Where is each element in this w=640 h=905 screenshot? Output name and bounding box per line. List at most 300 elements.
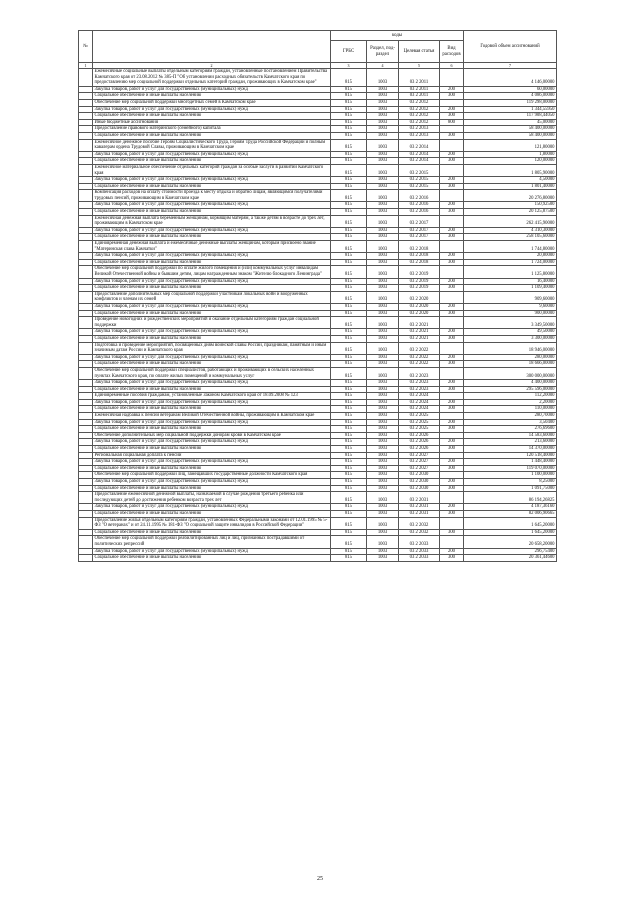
row-vid-cell: 300	[440, 234, 464, 241]
row-grbs-cell: 815	[331, 380, 367, 387]
row-target-cell: 03 2 2032	[399, 529, 440, 536]
column-index: 2	[93, 63, 331, 69]
row-number-cell	[79, 329, 93, 336]
table-row	[79, 479, 557, 486]
table-row	[79, 380, 557, 387]
row-grbs-cell: 815	[331, 291, 367, 303]
row-grbs-cell: 815	[331, 151, 367, 158]
row-razdel-cell: 1003	[367, 113, 399, 120]
row-sum-cell: 4 187,36160	[464, 504, 557, 511]
row-sum-cell: 213,60000	[464, 439, 557, 446]
row-sum-cell: 16,40000	[464, 278, 557, 285]
row-vid-cell	[440, 190, 464, 202]
row-sum-cell: 1 724,00000	[464, 259, 557, 266]
row-target-cell: 03 2 2017	[399, 234, 440, 241]
row-vid-cell	[440, 393, 464, 400]
row-name-cell: Социальное обеспечение и иные выплаты населению	[93, 209, 331, 216]
table-row	[79, 310, 557, 317]
row-grbs-cell: 815	[331, 472, 367, 479]
column-index: 4	[367, 63, 399, 69]
row-sum-cell: 120,00000	[464, 158, 557, 165]
row-name-cell: Закупка товаров, работ и услуг для государственных (муниципальных) нужд	[93, 253, 331, 260]
row-target-cell: 03 2 2025	[399, 413, 440, 420]
row-razdel-cell: 1003	[367, 329, 399, 336]
row-name-cell: Социальное обеспечение и иные выплаты населению	[93, 485, 331, 492]
table-row	[79, 510, 557, 517]
row-vid-cell: 300	[440, 209, 464, 216]
row-razdel-cell: 1003	[367, 439, 399, 446]
row-sum-cell: 45,00000	[464, 119, 557, 126]
table-row	[79, 99, 557, 106]
row-name-cell: Предоставление жилья отдельным категориям граждан, установленных Федеральными законами от 12.01.1995 № 5-ФЗ "О ветеранах" и от 24.11.1995 № 181-ФЗ "О социальной защите инвалидов в Российской Федерации"	[93, 517, 331, 529]
row-grbs-cell: 815	[331, 426, 367, 433]
row-number-cell	[79, 335, 93, 342]
column-index: 5	[399, 63, 440, 69]
row-number-cell	[79, 291, 93, 303]
table-row	[79, 555, 557, 562]
row-sum-cell: 3,50400	[464, 419, 557, 426]
row-number-cell	[79, 93, 93, 100]
row-name-cell: Социальное обеспечение и иные выплаты населению	[93, 93, 331, 100]
row-grbs-cell: 815	[331, 367, 367, 379]
table-row	[79, 278, 557, 285]
table-row	[79, 361, 557, 368]
header-volume: Годовой объем ассигнований	[464, 31, 557, 63]
table-row	[79, 393, 557, 400]
row-name-cell: Социальное обеспечение и иные выплаты населению	[93, 426, 331, 433]
row-name-cell: Подготовка и проведение мероприятий, посвященных дням воинской славы России, праздникам, памятным и иным значимым датам России и Камчатского края	[93, 342, 331, 354]
row-vid-cell: 300	[440, 529, 464, 536]
row-number-cell	[79, 113, 93, 120]
row-razdel-cell: 1003	[367, 93, 399, 100]
row-name-cell: Социальное обеспечение и иные выплаты населению	[93, 361, 331, 368]
row-vid-cell: 300	[440, 465, 464, 472]
row-razdel-cell: 1003	[367, 177, 399, 184]
row-grbs-cell: 815	[331, 413, 367, 420]
row-sum-cell: 14 583,60000	[464, 432, 557, 439]
row-sum-cell: 20,80000	[464, 253, 557, 260]
table-row	[79, 485, 557, 492]
row-sum-cell: 1 091,75000	[464, 485, 557, 492]
row-name-cell: Социальное обеспечение и иные выплаты населению	[93, 285, 331, 292]
row-name-cell: Закупка товаров, работ и услуг для государственных (муниципальных) нужд	[93, 329, 331, 336]
row-grbs-cell: 815	[331, 209, 367, 216]
row-vid-cell: 800	[440, 119, 464, 126]
row-sum-cell: 1 125,80000	[464, 266, 557, 278]
row-vid-cell	[440, 164, 464, 176]
row-number-cell	[79, 139, 93, 151]
row-sum-cell: 18 946,00000	[464, 342, 557, 354]
row-razdel-cell: 1003	[367, 386, 399, 393]
row-vid-cell: 200	[440, 459, 464, 466]
table-row	[79, 113, 557, 120]
row-razdel-cell: 1003	[367, 215, 399, 227]
row-name-cell: Социальное обеспечение и иные выплаты населению	[93, 386, 331, 393]
row-name-cell: Закупка товаров, работ и услуг для государственных (муниципальных) нужд	[93, 278, 331, 285]
table-row	[79, 426, 557, 433]
row-razdel-cell: 1003	[367, 335, 399, 342]
row-name-cell: Предоставление ежемесячной денежной выплаты, назначаемой в случае рождения третьего ребенка или последующих детей до достижения ребенком возраста трех лет	[93, 492, 331, 504]
row-sum-cell: 296,75400	[464, 548, 557, 555]
table-row	[79, 285, 557, 292]
row-name-cell: Ежемесячное денежное пособие Героям Социалистического Труда, Героям Труда Российской Федерации и полным кавалерам ордена Трудовой Славы, проживающим в Камчатском крае	[93, 139, 331, 151]
table-row	[79, 126, 557, 133]
row-target-cell: 03 2 2012	[399, 119, 440, 126]
row-target-cell: 03 2 2026	[399, 446, 440, 453]
row-name-cell: Ежемесячные социальные выплаты отдельным категориям граждан, установленные постановлением Правительства Камчатского края от 23.08.2012 № 385-П "Об установлении расходных обязательств Камчатского края по предоставлению мер социальной поддержки отдельных категорий граждан, проживающих в Камчатском крае"	[93, 69, 331, 87]
row-name-cell: Закупка товаров, работ и услуг для государственных (муниципальных) нужд	[93, 504, 331, 511]
row-sum-cell: 1 744,80000	[464, 241, 557, 253]
row-sum-cell: 1 448,40000	[464, 459, 557, 466]
row-name-cell: Социальное обеспечение и иные выплаты населению	[93, 555, 331, 562]
row-grbs-cell: 815	[331, 303, 367, 310]
row-grbs-cell: 815	[331, 278, 367, 285]
row-sum-cell: 280,70000	[464, 413, 557, 420]
row-grbs-cell: 815	[331, 317, 367, 329]
row-name-cell: Социальное обеспечение и иные выплаты населению	[93, 310, 331, 317]
budget-table	[78, 30, 557, 562]
row-number-cell	[79, 86, 93, 93]
row-grbs-cell: 815	[331, 234, 367, 241]
row-number-cell	[79, 492, 93, 504]
row-number-cell	[79, 393, 93, 400]
row-grbs-cell: 815	[331, 342, 367, 354]
row-target-cell: 03 2 2033	[399, 536, 440, 548]
row-sum-cell: 280,00000	[464, 354, 557, 361]
row-number-cell	[79, 158, 93, 165]
row-grbs-cell: 815	[331, 386, 367, 393]
row-sum-cell: 20 125,87500	[464, 209, 557, 216]
row-razdel-cell: 1003	[367, 485, 399, 492]
row-number-cell	[79, 548, 93, 555]
row-vid-cell	[440, 69, 464, 87]
row-razdel-cell: 1003	[367, 465, 399, 472]
row-razdel-cell: 1003	[367, 132, 399, 139]
row-vid-cell: 300	[440, 485, 464, 492]
row-vid-cell: 200	[440, 548, 464, 555]
row-target-cell: 03 2 2023	[399, 380, 440, 387]
row-number-cell	[79, 164, 93, 176]
row-target-cell: 03 2 2014	[399, 139, 440, 151]
row-sum-cell: 60,00000	[464, 86, 557, 93]
table-row	[79, 234, 557, 241]
table-row	[79, 158, 557, 165]
row-target-cell: 03 2 2021	[399, 335, 440, 342]
row-vid-cell: 200	[440, 329, 464, 336]
table-row	[79, 406, 557, 413]
row-grbs-cell: 815	[331, 361, 367, 368]
row-razdel-cell: 1003	[367, 354, 399, 361]
row-razdel-cell: 1003	[367, 183, 399, 190]
row-target-cell: 03 2 2025	[399, 419, 440, 426]
row-target-cell: 03 2 2023	[399, 367, 440, 379]
row-razdel-cell: 1003	[367, 361, 399, 368]
row-grbs-cell: 815	[331, 354, 367, 361]
row-vid-cell: 200	[440, 106, 464, 113]
row-razdel-cell: 1003	[367, 202, 399, 209]
table-row	[79, 492, 557, 504]
row-grbs-cell: 815	[331, 459, 367, 466]
row-razdel-cell: 1003	[367, 479, 399, 486]
row-sum-cell: 3 300,00000	[464, 335, 557, 342]
row-razdel-cell: 1003	[367, 69, 399, 87]
row-vid-cell: 300	[440, 132, 464, 139]
row-number-cell	[79, 432, 93, 439]
row-number-cell	[79, 119, 93, 126]
row-number-cell	[79, 485, 93, 492]
row-sum-cell: 1 645,20000	[464, 529, 557, 536]
row-vid-cell: 200	[440, 227, 464, 234]
row-number-cell	[79, 259, 93, 266]
row-number-cell	[79, 517, 93, 529]
row-vid-cell	[440, 139, 464, 151]
row-number-cell	[79, 439, 93, 446]
row-name-cell: Социальное обеспечение и иные выплаты населению	[93, 234, 331, 241]
row-target-cell: 03 2 2020	[399, 291, 440, 303]
row-sum-cell: 3 349,50000	[464, 317, 557, 329]
row-razdel-cell: 1003	[367, 555, 399, 562]
row-number-cell	[79, 234, 93, 241]
row-target-cell: 03 2 2025	[399, 426, 440, 433]
row-number-cell	[79, 510, 93, 517]
row-sum-cell: 58 400,00000	[464, 132, 557, 139]
table-row	[79, 266, 557, 278]
header-vid: Вид расходов	[440, 41, 464, 63]
row-name-cell: Социальное обеспечение и иные выплаты населению	[93, 259, 331, 266]
row-razdel-cell: 1003	[367, 151, 399, 158]
row-grbs-cell: 815	[331, 419, 367, 426]
row-sum-cell: 119 298,00000	[464, 99, 557, 106]
row-target-cell: 03 2 2013	[399, 132, 440, 139]
table-row	[79, 419, 557, 426]
row-number-cell	[79, 253, 93, 260]
table-row	[79, 399, 557, 406]
row-target-cell: 03 2 2030	[399, 479, 440, 486]
row-grbs-cell: 815	[331, 399, 367, 406]
row-grbs-cell: 815	[331, 406, 367, 413]
row-grbs-cell: 815	[331, 485, 367, 492]
table-row	[79, 329, 557, 336]
row-vid-cell: 200	[440, 419, 464, 426]
row-razdel-cell: 1003	[367, 342, 399, 354]
table-row	[79, 367, 557, 379]
row-sum-cell: 262 415,90000	[464, 215, 557, 227]
row-razdel-cell: 1003	[367, 227, 399, 234]
row-number-cell	[79, 459, 93, 466]
row-target-cell: 03 2 2022	[399, 354, 440, 361]
row-grbs-cell: 815	[331, 139, 367, 151]
row-grbs-cell: 815	[331, 177, 367, 184]
row-sum-cell: 4,50000	[464, 177, 557, 184]
row-number-cell	[79, 472, 93, 479]
row-sum-cell: 2,20000	[464, 399, 557, 406]
row-name-cell: Ежемесячное материальное обеспечение отдельных категорий граждан за особые заслуги в развитии Камчатского края	[93, 164, 331, 176]
column-index: 1	[79, 63, 93, 69]
row-grbs-cell: 815	[331, 227, 367, 234]
row-sum-cell: 18 666,00000	[464, 361, 557, 368]
row-name-cell: Обеспечение мер социальной поддержки реабилитированных лиц и лиц, признанных пострадавшими от политических репрессий	[93, 536, 331, 548]
row-vid-cell	[440, 452, 464, 459]
row-target-cell: 03 2 2022	[399, 361, 440, 368]
table-row	[79, 209, 557, 216]
row-number-cell	[79, 285, 93, 292]
row-name-cell: Социальное обеспечение и иные выплаты населению	[93, 132, 331, 139]
row-target-cell: 03 2 2018	[399, 253, 440, 260]
row-razdel-cell: 1003	[367, 259, 399, 266]
row-target-cell: 03 2 2015	[399, 164, 440, 176]
row-number-cell	[79, 241, 93, 253]
table-row	[79, 253, 557, 260]
row-vid-cell	[440, 215, 464, 227]
row-name-cell: Закупка товаров, работ и услуг для государственных (муниципальных) нужд	[93, 106, 331, 113]
row-razdel-cell: 1003	[367, 529, 399, 536]
row-sum-cell: 4 086,00000	[464, 93, 557, 100]
row-number-cell	[79, 536, 93, 548]
row-name-cell: Социальное обеспечение и иные выплаты населению	[93, 183, 331, 190]
row-grbs-cell: 815	[331, 510, 367, 517]
row-grbs-cell: 815	[331, 432, 367, 439]
row-vid-cell: 200	[440, 278, 464, 285]
row-target-cell: 03 2 2021	[399, 317, 440, 329]
row-target-cell: 03 2 2015	[399, 177, 440, 184]
row-vid-cell	[440, 517, 464, 529]
row-vid-cell: 300	[440, 93, 464, 100]
table-row	[79, 413, 557, 420]
row-vid-cell	[440, 291, 464, 303]
row-name-cell: Компенсация расходов на оплату стоимости проезда к месту отдыха и обратно лицам, являющимся получателями трудовых пенсий, проживающим в Камчатском крае	[93, 190, 331, 202]
row-number-cell	[79, 361, 93, 368]
row-razdel-cell: 1003	[367, 106, 399, 113]
row-sum-cell: 110,00000	[464, 406, 557, 413]
row-number-cell	[79, 266, 93, 278]
row-target-cell: 03 2 2018	[399, 241, 440, 253]
row-razdel-cell: 1003	[367, 432, 399, 439]
row-sum-cell: 4 310,30000	[464, 227, 557, 234]
row-name-cell: Закупка товаров, работ и услуг для государственных (муниципальных) нужд	[93, 479, 331, 486]
row-razdel-cell: 1003	[367, 310, 399, 317]
row-target-cell: 03 2 2019	[399, 285, 440, 292]
row-sum-cell: 121,80000	[464, 139, 557, 151]
row-target-cell: 03 2 2017	[399, 227, 440, 234]
row-name-cell: Единовременные пособия гражданам, установленные Законом Камчатского края от 18.09.2008 № 123	[93, 393, 331, 400]
row-razdel-cell: 1003	[367, 548, 399, 555]
row-target-cell: 03 2 2030	[399, 472, 440, 479]
row-razdel-cell: 1003	[367, 86, 399, 93]
row-vid-cell	[440, 317, 464, 329]
row-number-cell	[79, 151, 93, 158]
row-target-cell: 03 2 2017	[399, 215, 440, 227]
row-razdel-cell: 1003	[367, 426, 399, 433]
row-number-cell	[79, 380, 93, 387]
row-vid-cell	[440, 536, 464, 548]
row-sum-cell: 1 801,40000	[464, 183, 557, 190]
row-number-cell	[79, 446, 93, 453]
row-razdel-cell: 1003	[367, 459, 399, 466]
row-razdel-cell: 1003	[367, 190, 399, 202]
row-name-cell: Проведение новогодних и рождественских мероприятий и оказание отдельным категориям граждан социальной поддержки	[93, 317, 331, 329]
row-sum-cell: 112,20000	[464, 393, 557, 400]
row-razdel-cell: 1003	[367, 266, 399, 278]
table-row	[79, 227, 557, 234]
row-name-cell: Ежемесячная денежная выплата беременным женщинам, кормящим матерям, а также детям в возрасте до трех лет, проживающим в Камчатском крае	[93, 215, 331, 227]
table-row	[79, 177, 557, 184]
row-name-cell: Социальное обеспечение и иные выплаты населению	[93, 406, 331, 413]
row-grbs-cell: 815	[331, 310, 367, 317]
row-vid-cell: 200	[440, 380, 464, 387]
row-name-cell: Закупка товаров, работ и услуг для государственных (муниципальных) нужд	[93, 419, 331, 426]
row-razdel-cell: 1003	[367, 517, 399, 529]
row-sum-cell: 1 100,00000	[464, 472, 557, 479]
table-row	[79, 335, 557, 342]
row-target-cell: 03 2 2033	[399, 555, 440, 562]
row-name-cell: Социальное обеспечение и иные выплаты населению	[93, 158, 331, 165]
row-sum-cell: 1 344,55950	[464, 106, 557, 113]
row-name-cell: Закупка товаров, работ и услуг для государственных (муниципальных) нужд	[93, 354, 331, 361]
table-row	[79, 132, 557, 139]
row-sum-cell: 49,50000	[464, 329, 557, 336]
row-sum-cell: 150,92500	[464, 202, 557, 209]
row-target-cell: 03 2 2024	[399, 399, 440, 406]
row-number-cell	[79, 190, 93, 202]
row-vid-cell: 200	[440, 504, 464, 511]
row-grbs-cell: 815	[331, 504, 367, 511]
row-grbs-cell: 815	[331, 86, 367, 93]
row-razdel-cell: 1003	[367, 241, 399, 253]
row-number-cell	[79, 419, 93, 426]
row-name-cell: Закупка товаров, работ и услуг для государственных (муниципальных) нужд	[93, 177, 331, 184]
row-target-cell: 03 2 2014	[399, 151, 440, 158]
row-target-cell: 03 2 2026	[399, 439, 440, 446]
row-grbs-cell: 815	[331, 259, 367, 266]
table-row	[79, 215, 557, 227]
row-name-cell: Иные бюджетные ассигнования	[93, 119, 331, 126]
row-vid-cell: 300	[440, 285, 464, 292]
row-sum-cell: 8,25000	[464, 479, 557, 486]
row-vid-cell: 300	[440, 310, 464, 317]
table-row	[79, 548, 557, 555]
row-vid-cell: 200	[440, 303, 464, 310]
row-name-cell: Предоставление правового материнского (семейного) капитала	[93, 126, 331, 133]
row-name-cell: Социальное обеспечение и иные выплаты населению	[93, 113, 331, 120]
row-grbs-cell: 815	[331, 241, 367, 253]
row-vid-cell	[440, 492, 464, 504]
row-sum-cell: 900,00000	[464, 310, 557, 317]
row-number-cell	[79, 406, 93, 413]
row-name-cell: Социальное обеспечение и иные выплаты населению	[93, 529, 331, 536]
row-grbs-cell: 815	[331, 183, 367, 190]
row-grbs-cell: 815	[331, 113, 367, 120]
table-row	[79, 86, 557, 93]
table-row	[79, 529, 557, 536]
row-vid-cell: 300	[440, 446, 464, 453]
row-target-cell: 03 2 2023	[399, 386, 440, 393]
row-vid-cell	[440, 99, 464, 106]
header-name	[93, 31, 331, 63]
row-number-cell	[79, 479, 93, 486]
table-row	[79, 190, 557, 202]
row-number-cell	[79, 209, 93, 216]
row-razdel-cell: 1003	[367, 380, 399, 387]
row-razdel-cell: 1003	[367, 446, 399, 453]
row-vid-cell: 200	[440, 399, 464, 406]
table-row	[79, 517, 557, 529]
row-vid-cell: 300	[440, 361, 464, 368]
row-target-cell: 03 2 2031	[399, 504, 440, 511]
row-vid-cell: 200	[440, 86, 464, 93]
row-razdel-cell: 1003	[367, 419, 399, 426]
row-grbs-cell: 815	[331, 548, 367, 555]
row-number-cell	[79, 69, 93, 87]
